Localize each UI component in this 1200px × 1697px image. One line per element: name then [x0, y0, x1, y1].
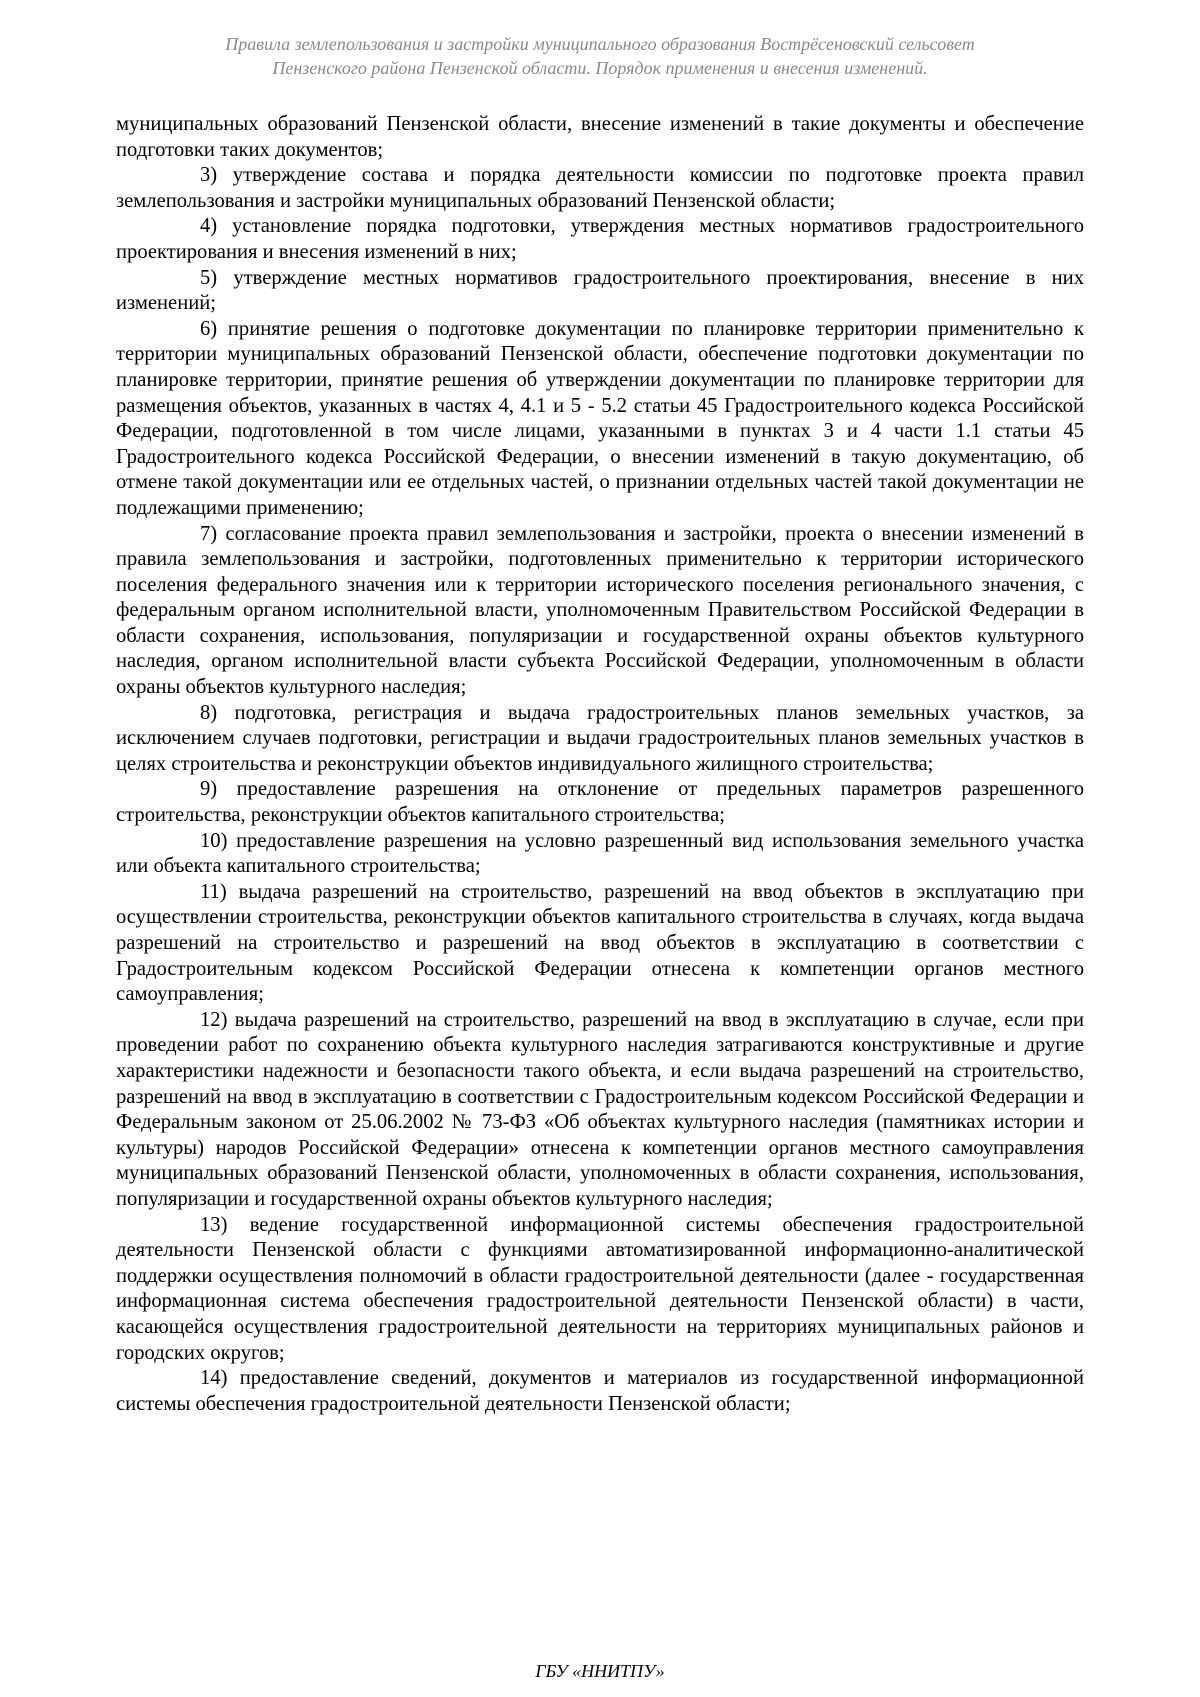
- list-item-11: 11) выдача разрешений на строительство, разрешений на ввод объектов в эксплуатацию при осуществлении строительства, реконструкции объектов капитального строительства в случаях, когда выдача разрешений на строительство и разрешений на ввод объектов в эксплуатацию в соответствии с Градостроительным кодексом Российской Федерации отнесена к компетенции органов местного самоуправления;: [116, 880, 1084, 1006]
- list-item-5: 5) утверждение местных нормативов градостроительного проектирования, внесение в них изменений;: [116, 266, 1084, 315]
- document-body: [116, 112, 1084, 1417]
- list-item-4: 4) установление порядка подготовки, утверждения местных нормативов градостроительного проектирования и внесения изменений в них;: [116, 215, 1084, 263]
- running-header-line-1: Правила землепользования и застройки муниципального образования Вострёсеновский сельсовет: [225, 34, 975, 54]
- running-header: [0, 32, 1200, 80]
- paragraph-continuation: муниципальных образований Пензенской области, внесение изменений в такие документы и обеспечение подготовки таких документов;: [116, 113, 1084, 161]
- list-item-13: 13) ведение государственной информационной системы обеспечения градостроительной деятельности Пензенской области с функциями автоматизированной информационно-аналитической поддержки осуществления полномочий в области градостроительной деятельности (далее - государственная информационная система обеспечения градостроительной деятельности Пензенской области) в части, касающейся осуществления градостроительной деятельности на территориях муниципальных районов и городских округов;: [116, 1213, 1084, 1364]
- running-footer: ГБУ «ННИТПУ»: [535, 1661, 665, 1681]
- list-item-3: 3) утверждение состава и порядка деятельности комиссии по подготовке проекта правил землепользования и застройки муниципальных образований Пензенской области;: [116, 164, 1084, 212]
- list-item-10: 10) предоставление разрешения на условно разрешенный вид использования земельного участка или объекта капитального строительства;: [116, 829, 1084, 878]
- running-header-line-2: Пензенского района Пензенской области. Порядок применения и внесения изменений.: [272, 58, 928, 78]
- list-item-6: 6) принятие решения о подготовке документации по планировке территории применительно к территории муниципальных образований Пензенской области, обеспечение подготовки документации по планировке территории, принятие решения об утверждении документации по планировке территории для размещения объектов, указанных в частях 4, 4.1 и 5 - 5.2 статьи 45 Градостроительного кодекса Российской Федерации, подготовленной в том числе лицами, указанными в пунктах 3 и 4 части 1.1 статьи 45 Градостроительного кодекса Российской Федерации, о внесении изменений в такую документацию, об отмене такой документации или ее отдельных частей, о признании отдельных частей такой документации не подлежащими применению;: [116, 317, 1084, 519]
- list-item-9: 9) предоставление разрешения на отклонение от предельных параметров разрешенного строительства, реконструкции объектов капитального строительства;: [116, 778, 1084, 827]
- list-item-14: 14) предоставление сведений, документов и материалов из государственной информационной системы обеспечения градостроительной деятельности Пензенской области;: [116, 1367, 1084, 1415]
- list-item-12: 12) выдача разрешений на строительство, разрешений на ввод в эксплуатацию в случае, если при проведении работ по сохранению объекта культурного наследия затрагиваются конструктивные и другие характеристики надежности и безопасности такого объекта, и если выдача разрешений на строительство, разрешений на ввод в эксплуатацию в соответствии с Градостроительным кодексом Российской Федерации и Федеральным законом от 25.06.2002 № 73-ФЗ «Об объектах культурного наследия (памятниках истории и культуры) народов Российской Федерации» отнесена к компетенции органов местного самоуправления муниципальных образований Пензенской области, уполномоченных в области сохранения, использования, популяризации и государственной охраны объектов культурного наследия;: [116, 1008, 1084, 1210]
- list-item-8: 8) подготовка, регистрация и выдача градостроительных планов земельных участков, за исключением случаев подготовки, регистрации и выдачи градостроительных планов земельных участков в целях строительства и реконструкции объектов индивидуального жилищного строительства;: [116, 701, 1084, 775]
- list-item-7: 7) согласование проекта правил землепользования и застройки, проекта о внесении изменений в правила землепользования и застройки, подготовленных применительно к территории исторического поселения федерального значения или к территории исторического поселения регионального значения, с федеральным органом исполнительной власти, уполномоченным Правительством Российской Федерации в области сохранения, использования, популяризации и государственной охраны объектов культурного наследия, органом исполнительной власти субъекта Российской Федерации, уполномоченным в области охраны объектов культурного наследия;: [116, 522, 1084, 699]
